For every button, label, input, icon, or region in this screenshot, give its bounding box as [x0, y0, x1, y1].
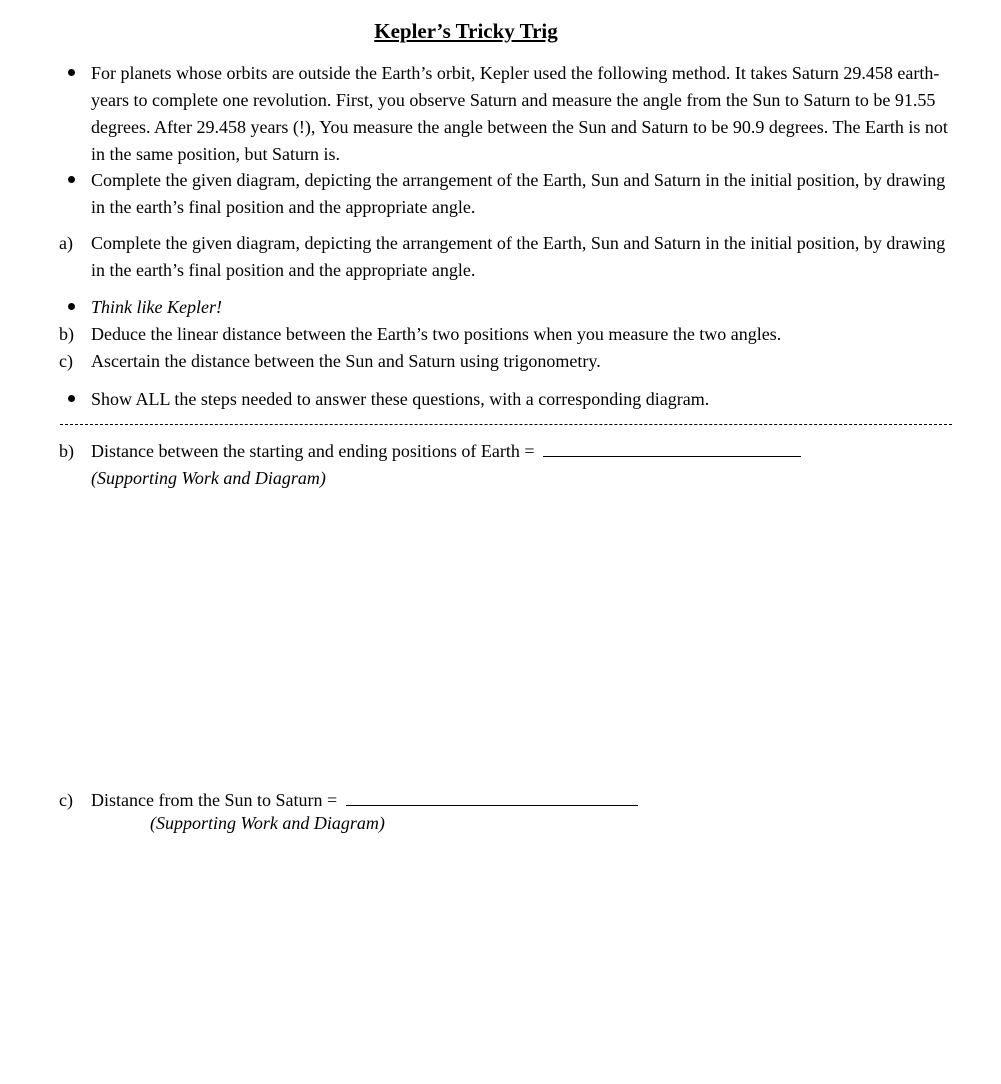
answer-c-support: (Supporting Work and Diagram) — [150, 813, 385, 833]
diagram-bullet — [91, 167, 951, 221]
question-c-text: Ascertain the distance between the Sun and Saturn using trigonometry. — [91, 351, 601, 371]
answer-c-blank[interactable] — [346, 787, 638, 806]
question-a-text: Complete the given diagram, depicting the arrangement of the Earth, Sun and Saturn in the initial position, by drawing in the earth’s final position and the appropriate angle. — [91, 233, 946, 280]
question-c-marker: c) — [59, 351, 73, 371]
intro-bullet-text: For planets whose orbits are outside the Earth’s orbit, Kepler used the following method. It takes Saturn 29.458 earth-years to complete one revolution. First, you observe Saturn and measure the angle from the Sun to Saturn to be 91.55 degrees. After 29.458 years (!), You measure the angle between the Sun and Saturn to be 90.9 degrees. The Earth is not in the same position, but Saturn is. — [91, 63, 948, 164]
bullet-icon — [68, 395, 75, 402]
answer-b-support: (Supporting Work and Diagram) — [91, 468, 326, 488]
answer-b-blank[interactable] — [543, 438, 801, 457]
bullet-icon — [68, 69, 75, 76]
answer-b-marker: b) — [59, 441, 74, 461]
think-bullet-text: Think like Kepler! — [91, 297, 222, 317]
answer-b-line — [59, 438, 951, 465]
bullet-icon — [68, 176, 75, 183]
question-c — [59, 348, 951, 375]
diagram-bullet-text: Complete the given diagram, depicting the arrangement of the Earth, Sun and Saturn in the initial position, by drawing in the earth’s final position and the appropriate angle. — [91, 170, 946, 217]
answer-b-label: Distance between the starting and ending positions of Earth = — [91, 441, 535, 461]
show-steps-bullet — [91, 386, 951, 413]
think-bullet — [91, 294, 951, 321]
bullet-icon — [68, 303, 75, 310]
dashed-divider — [60, 424, 952, 425]
intro-bullet — [91, 60, 951, 168]
question-a-marker: a) — [59, 233, 73, 253]
question-b — [59, 321, 951, 348]
question-b-marker: b) — [59, 324, 74, 344]
question-b-text: Deduce the linear distance between the Earth’s two positions when you measure the two angles. — [91, 324, 782, 344]
page-title: Kepler’s Tricky Trig — [374, 19, 558, 43]
answer-c-marker: c) — [59, 790, 73, 810]
question-a — [59, 230, 951, 284]
answer-c-label: Distance from the Sun to Saturn = — [91, 790, 338, 810]
show-steps-bullet-text: Show ALL the steps needed to answer these questions, with a corresponding diagram. — [91, 389, 710, 409]
